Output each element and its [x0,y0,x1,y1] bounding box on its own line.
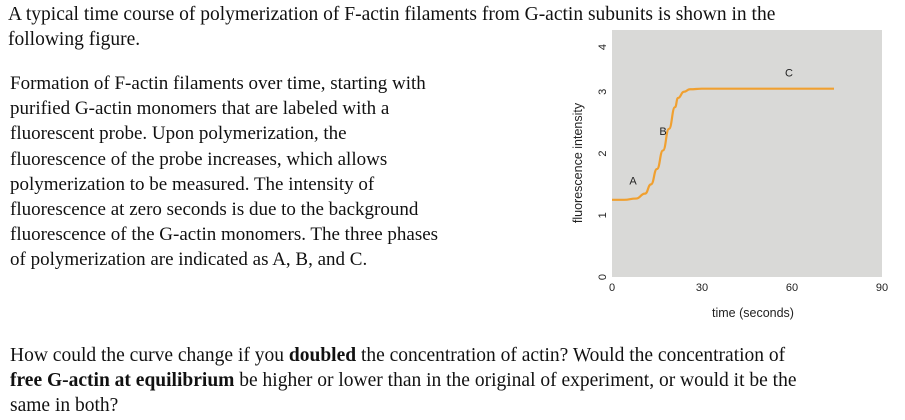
description-line: fluorescence at zero seconds is due to the background [10,199,419,221]
y-tick-label: 4 [597,43,609,51]
intro-line-2: following figure. [8,29,141,50]
y-tick-label: 0 [597,273,609,281]
plot-area [612,30,882,277]
description-line: fluorescence of the G-actin monomers. The three phases [10,224,439,246]
description-line: fluorescence of the probe increases, which allows [10,148,388,170]
description-line: purified G-actin monomers that are labeled with a [10,98,390,120]
y-tick-label: 2 [597,150,609,157]
question-text [10,343,900,418]
description-line: of polymerization are indicated as A, B, and C. [10,249,368,271]
description-line: fluorescent probe. Upon polymerization, the [10,123,347,145]
x-tick-label: 0 [608,282,616,294]
x-axis-title: time (seconds) [712,306,794,320]
question-part: same in both? [10,395,119,416]
intro-line-1: A typical time course of polymerization of F-actin filaments from G-actin subunits is shown in the [8,4,776,25]
question-part: How could the curve change if you [10,345,289,366]
question-bold: doubled [288,345,357,366]
phase-label: B [659,125,667,138]
y-tick-label: 3 [597,88,609,95]
x-tick-label: 60 [785,282,799,294]
figure-description [10,71,530,273]
y-axis-title: fluorescence intensity [571,102,585,224]
x-tick-label: 90 [875,282,889,294]
phase-label: C [785,67,793,80]
question-part: be higher or lower than in the original of experiment, or would it be the [234,370,797,391]
phase-label: A [629,175,637,188]
question-bold: free G-actin at equilibrium [10,370,235,391]
description-line: polymerization to be measured. The intensity of [10,173,375,195]
question-part: the concentration of actin? Would the concentration of [356,345,786,366]
description-line: Formation of F-actin filaments over time, starting with [10,73,426,94]
polymerization-chart [560,30,890,330]
y-tick-label: 1 [597,212,609,219]
x-tick-label: 30 [695,282,709,294]
